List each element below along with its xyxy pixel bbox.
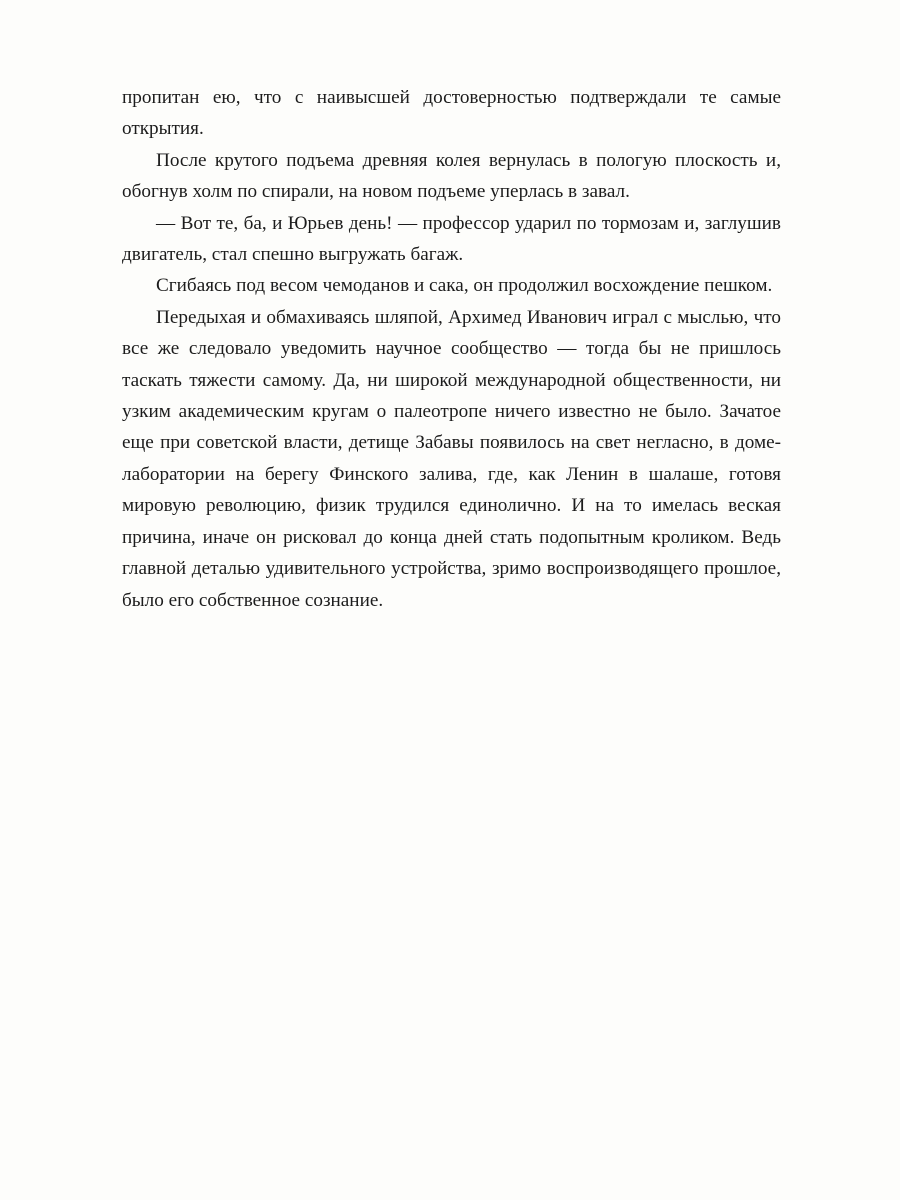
paragraph-2: После крутого подъема древняя колея вернулась в пологую плоскость и, обогнув холм по спирали, на новом подъеме уперлась в завал. bbox=[122, 149, 781, 203]
paragraph-5: Передыхая и обмахиваясь шляпой, Архимед Иванович играл с мыслью, что все же следовало уведомить научное сообщество — тогда бы не пришлось таскать тяжести самому. Да, ни широкой международной общественности, ни узким академическим кругам о палеотропе ничего известно не было. Зачатое еще при советской власти, детище Забавы появилось на свет негласно, в доме-лаборатории на берегу Финского залива, где, как Ленин в шалаше, готовя мировую революцию, физик трудился единолично. И на то имелась веская причина, иначе он рисковал до конца дней стать подопытным кроликом. Ведь главной деталью удивительного устройства, зримо воспроизводящего прошлое, было его собственное сознание. bbox=[122, 306, 781, 611]
body-text-column bbox=[122, 82, 781, 616]
paragraph-1: пропитан ею, что с наивысшей достоверностью подтверждали те самые открытия. bbox=[122, 87, 781, 140]
paragraph-3: — Вот те, ба, и Юрьев день! — профессор ударил по тормозам и, заглушив двигатель, стал спешно выгружать багаж. bbox=[122, 212, 781, 266]
paragraph-4: Сгибаясь под весом чемоданов и сака, он продолжил восхождение пешком. bbox=[156, 275, 773, 297]
